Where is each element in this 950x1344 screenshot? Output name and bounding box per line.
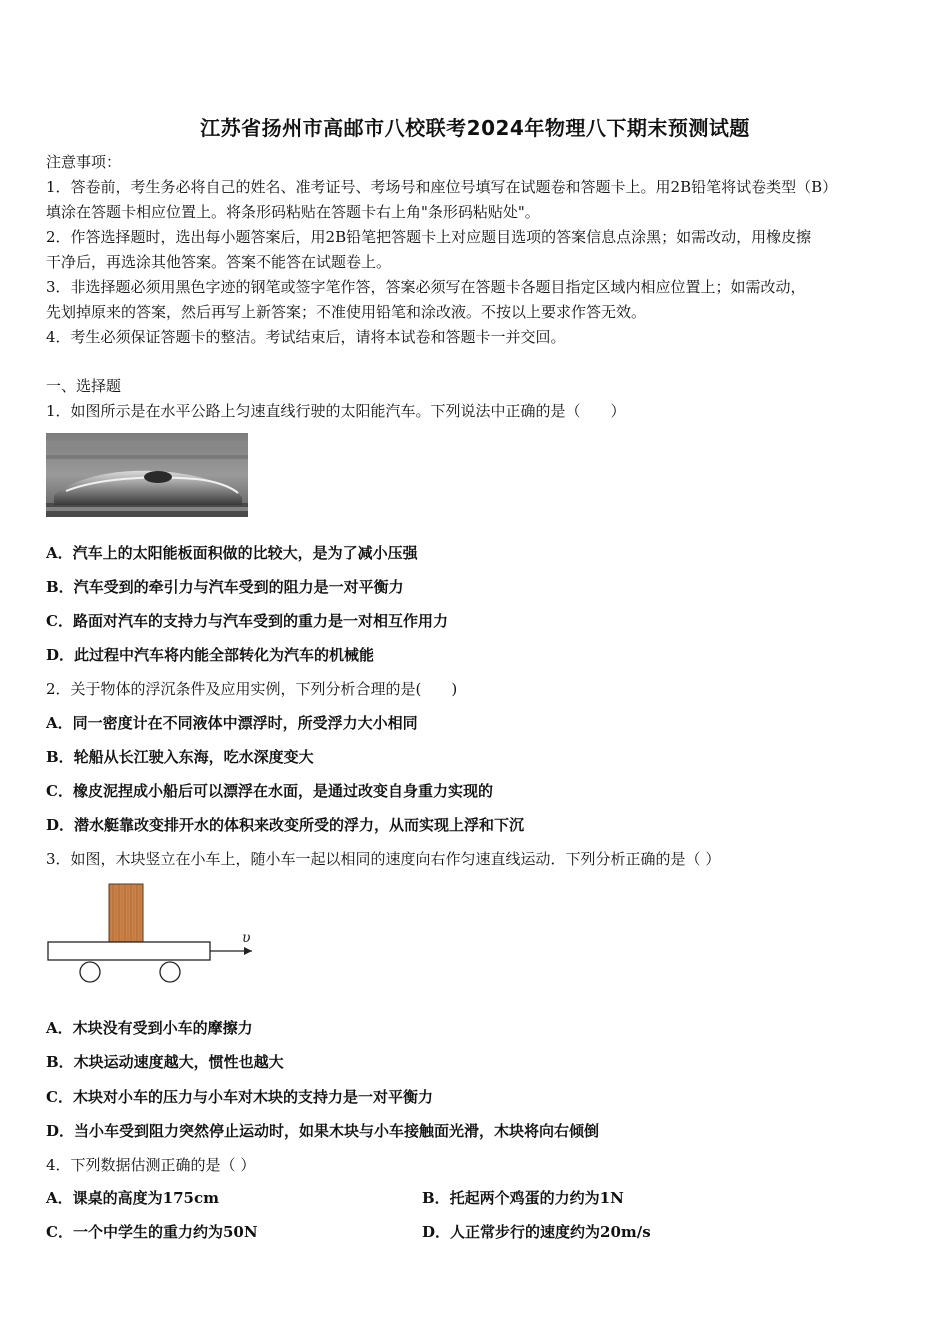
notice-item-2-line-1: 2．作答选择题时，选出每小题答案后，用2B铅笔把答题卡上对应题目选项的答案信息点涂黑；如需改动，用橡皮擦 [46,228,812,246]
q4-stem: 4．下列数据估测正确的是（ ） [46,1156,256,1174]
velocity-label: υ [242,930,251,946]
notice-item-3-line-1: 3．非选择题必须用黑色字迹的钢笔或签字笔作答，答案必须写在答题卡各题目指定区域内相应位置上；如需改动， [46,278,806,296]
q3-option-a: A．木块没有受到小车的摩擦力 [46,1019,253,1037]
q3-option-d: D．当小车受到阻力突然停止运动时，如果木块与小车接触面光滑，木块将向右倾倒 [46,1122,600,1140]
notice-item-1-line-2: 填涂在答题卡相应位置上。将条形码粘贴在答题卡右上角"条形码粘贴处"。 [46,203,540,221]
q3-option-b: B．木块运动速度越大，惯性也越大 [46,1053,284,1071]
q4-option-a: A．课桌的高度为175cm [46,1189,219,1207]
q2-option-a: A．同一密度计在不同液体中漂浮时，所受浮力大小相同 [46,714,418,732]
notice-item-4: 4．考生必须保证答题卡的整洁。考试结束后，请将本试卷和答题卡一并交回。 [46,328,566,346]
q1-option-a: A．汽车上的太阳能板面积做的比较大，是为了减小压强 [46,544,418,562]
q2-option-b: B．轮船从长江驶入东海，吃水深度变大 [46,748,314,766]
notice-item-2-line-2: 干净后，再选涂其他答案。答案不能答在试题卷上。 [46,253,392,271]
q1-option-d: D．此过程中汽车将内能全部转化为汽车的机械能 [46,646,375,664]
q3-stem: 3．如图，木块竖立在小车上，随小车一起以相同的速度向右作匀速直线运动．下列分析正确的是（ ） [46,850,721,868]
q4-option-c: C．一个中学生的重力约为50N [46,1223,258,1241]
q4-row-2 [46,1222,906,1242]
q2-option-c: C．橡皮泥捏成小船后可以漂浮在水面，是通过改变自身重力实现的 [46,782,493,800]
q2-stem: 2．关于物体的浮沉条件及应用实例，下列分析合理的是( ) [46,680,458,698]
notice-item-1-line-1: 1．答卷前，考生务必将自己的姓名、准考证号、考场号和座位号填写在试题卷和答题卡上。用2B铅笔将试卷类型（B） [46,178,838,196]
section-heading: 一、选择题 [46,377,122,395]
q1-option-c: C．路面对汽车的支持力与汽车受到的重力是一对相互作用力 [46,612,448,630]
solar-car-photo [46,433,248,517]
notice-heading: 注意事项： [46,153,122,171]
q2-option-d: D．潜水艇靠改变排开水的体积来改变所受的浮力，从而实现上浮和下沉 [46,816,525,834]
q4-option-b: B．托起两个鸡蛋的力约为1N [422,1189,624,1207]
q4-option-d: D．人正常步行的速度约为20m/s [422,1223,651,1241]
q1-option-b: B．汽车受到的牵引力与汽车受到的阻力是一对平衡力 [46,578,404,596]
page-title: 江苏省扬州市高邮市八校联考2024年物理八下期末预测试题 [200,116,750,140]
q4-row-1 [46,1188,906,1208]
cart-block-diagram [46,882,266,986]
notice-item-3-line-2: 先划掉原来的答案，然后再写上新答案；不准使用铅笔和涂改液。不按以上要求作答无效。 [46,303,647,321]
q3-option-c: C．木块对小车的压力与小车对木块的支持力是一对平衡力 [46,1088,433,1106]
q1-stem: 1．如图所示是在水平公路上匀速直线行驶的太阳能汽车。下列说法中正确的是（ ） [46,402,626,420]
